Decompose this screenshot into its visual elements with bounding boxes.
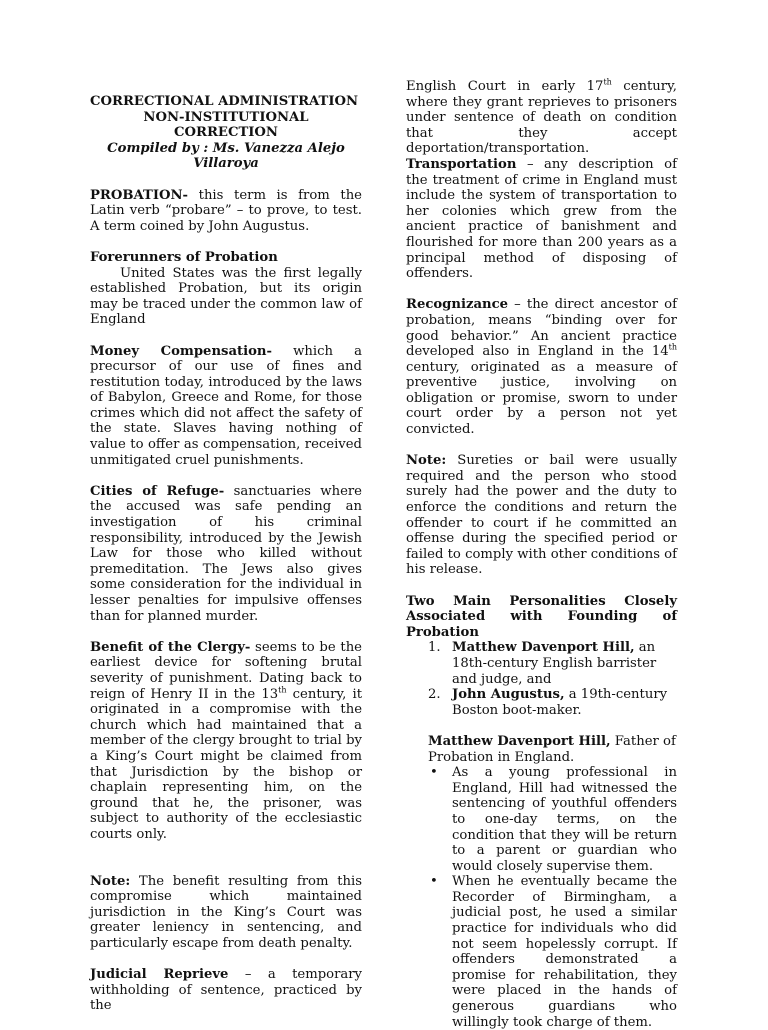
forerunners-heading-text: Forerunners of Probation: [90, 249, 278, 265]
note-right-paragraph: [406, 453, 677, 578]
list-item: [406, 765, 677, 874]
judicial-reprieve-text: – a temporary withholding of sentence, practiced by the: [90, 967, 363, 1014]
probation-paragraph: [90, 188, 362, 235]
two-personalities-heading-text: Two Main Personalities Closely Associated with Founding of Probation: [406, 593, 677, 640]
money-compensation-text: which a precursor of our use of fines and restitution today, introduced by the laws of Babylon, Greece and Rome, for those crimes which did not affect the safety of the state. Slaves having nothing of value to offer as compensation, received unmitigated cruel punishments.: [90, 343, 363, 468]
bullet-text: When he eventually became the Recorder of Birmingham, a judicial post, he used a similar practice for individuals who did not seem hopelessly corrupt. If offenders demonstrated a promise for rehabilitation, they were placed in the hands of generous guardians who willingly took charge of them.: [452, 874, 677, 1030]
recognizance-term: Recognizance: [406, 297, 509, 313]
benefit-of-clergy-text-b: century, it originated in a compromise with the church which had maintained that a member of the clergy brought to trial by a King’s Court might be claimed from that Jurisdiction by the bishop or chaplain representing him, on the ground that he, the prisoner, was subject to authority of the ecclesiastic courts only.: [90, 686, 362, 842]
recognizance-sup: th: [668, 342, 677, 352]
bullet-text: As a young professional in England, Hill had witnessed the sentencing of youthful offenders to one-day terms, on the condition that they will be return to a parent or guardian who would closely supervise them.: [452, 765, 677, 874]
personalities-list: [406, 640, 677, 718]
benefit-of-clergy-text-a: seems to be the earliest device for softening brutal severity of punishment. Dating back to reign of Henry II in the 13: [90, 639, 362, 702]
note-left-term: Note:: [90, 873, 131, 889]
note-right-term: Note:: [406, 453, 447, 469]
left-column: [90, 94, 362, 1014]
continued-text-a: English Court in early 17: [406, 79, 604, 94]
bullet-icon: •: [430, 765, 438, 781]
transportation-paragraph: [406, 157, 677, 282]
transportation-text: – any description of the treatment of crime in England must include the system of transportation to her colonies which grew from the ancient practice of banishment and flourished for more than 200 years as a principal method of disposing of offenders.: [406, 156, 677, 282]
title-line-2: NON-INSTITUTIONAL CORRECTION: [143, 109, 309, 141]
list-number: 1.: [428, 640, 441, 656]
money-compensation-term: Money Compensation-: [90, 343, 272, 359]
judicial-reprieve-term: Judicial Reprieve: [90, 967, 229, 983]
recognizance-text-a: – the direct ancestor of probation, means “binding over for good behavior.” An ancient practice developed also in England in the 14: [406, 297, 677, 360]
benefit-of-clergy-term: Benefit of the Clergy-: [90, 639, 251, 655]
bullet-icon: •: [430, 874, 438, 890]
mdh-paragraph: [406, 734, 677, 765]
compiled-by-line: Compiled by : Ms. Vanezza Alejo: [107, 140, 345, 156]
benefit-sup: th: [278, 685, 287, 695]
note-right-text: Sureties or bail were usually required and the person who stood surely had the power and the duty to enforce the conditions and return the offender to court if he committed an offense during the specified period or failed to comply with other conditions of his release.: [406, 453, 677, 578]
probation-term: PROBATION-: [90, 187, 189, 203]
mdh-bullet-list: [406, 765, 677, 1030]
list-number: 2.: [428, 687, 441, 703]
list-item: [406, 874, 677, 1030]
list-item: [406, 687, 677, 718]
mdh-term: Matthew Davenport Hill,: [428, 733, 611, 749]
person-name: Matthew Davenport Hill,: [452, 640, 635, 656]
mdh-text: Father of Probation in England.: [428, 733, 676, 765]
continued-text-b: century, where they grant reprieves to prisoners under sentence of death on condition that they accept deportation/transportation.: [406, 79, 677, 157]
list-item: [406, 640, 677, 687]
forerunners-heading: [90, 250, 362, 266]
compiled-by-name: Villaroya: [193, 156, 259, 172]
title-line-1: CORRECTIONAL ADMINISTRATION: [90, 94, 359, 109]
person-desc: a 19th-century Boston boot-maker.: [452, 687, 668, 718]
cities-of-refuge-term: Cities of Refuge-: [90, 483, 225, 499]
note-left-text: The benefit resulting from this compromise which maintained jurisdiction in the King’s Court was greater leniency in sentencing, and particularly escape from death penalty.: [90, 873, 362, 952]
probation-text: this term is from the Latin verb “probare” – to prove, to test. A term coined by John Augustus.: [90, 187, 362, 234]
right-column: [406, 79, 677, 1030]
judicial-reprieve-paragraph: [90, 967, 362, 1014]
recognizance-paragraph: [406, 297, 677, 437]
person-desc: an 18th-century English barrister and judge, and: [452, 640, 657, 687]
judicial-continued-paragraph: [406, 79, 677, 157]
continued-sup: th: [603, 77, 612, 87]
benefit-of-clergy-paragraph: [90, 640, 362, 843]
transportation-term: Transportation: [406, 156, 517, 172]
money-compensation-paragraph: [90, 344, 362, 469]
forerunners-paragraph: United States was the first legally established Probation, but its origin may be traced under the common law of England: [90, 265, 362, 328]
cities-of-refuge-paragraph: [90, 484, 362, 624]
person-name: John Augustus,: [452, 687, 565, 703]
recognizance-text-b: century, originated as a measure of preventive justice, involving on obligation or promise, sworn to under court order by a person not yet convicted.: [406, 359, 677, 438]
cities-of-refuge-text: sanctuaries where the accused was safe pending an investigation of his criminal responsibility, introduced by the Jewish Law for those who killed without premeditation. The Jews also gives some consideration for the individual in lesser penalties for impulsive offenses than for planned murder.: [90, 483, 362, 624]
note-left-paragraph: [90, 874, 362, 952]
two-personalities-heading: [406, 594, 677, 641]
